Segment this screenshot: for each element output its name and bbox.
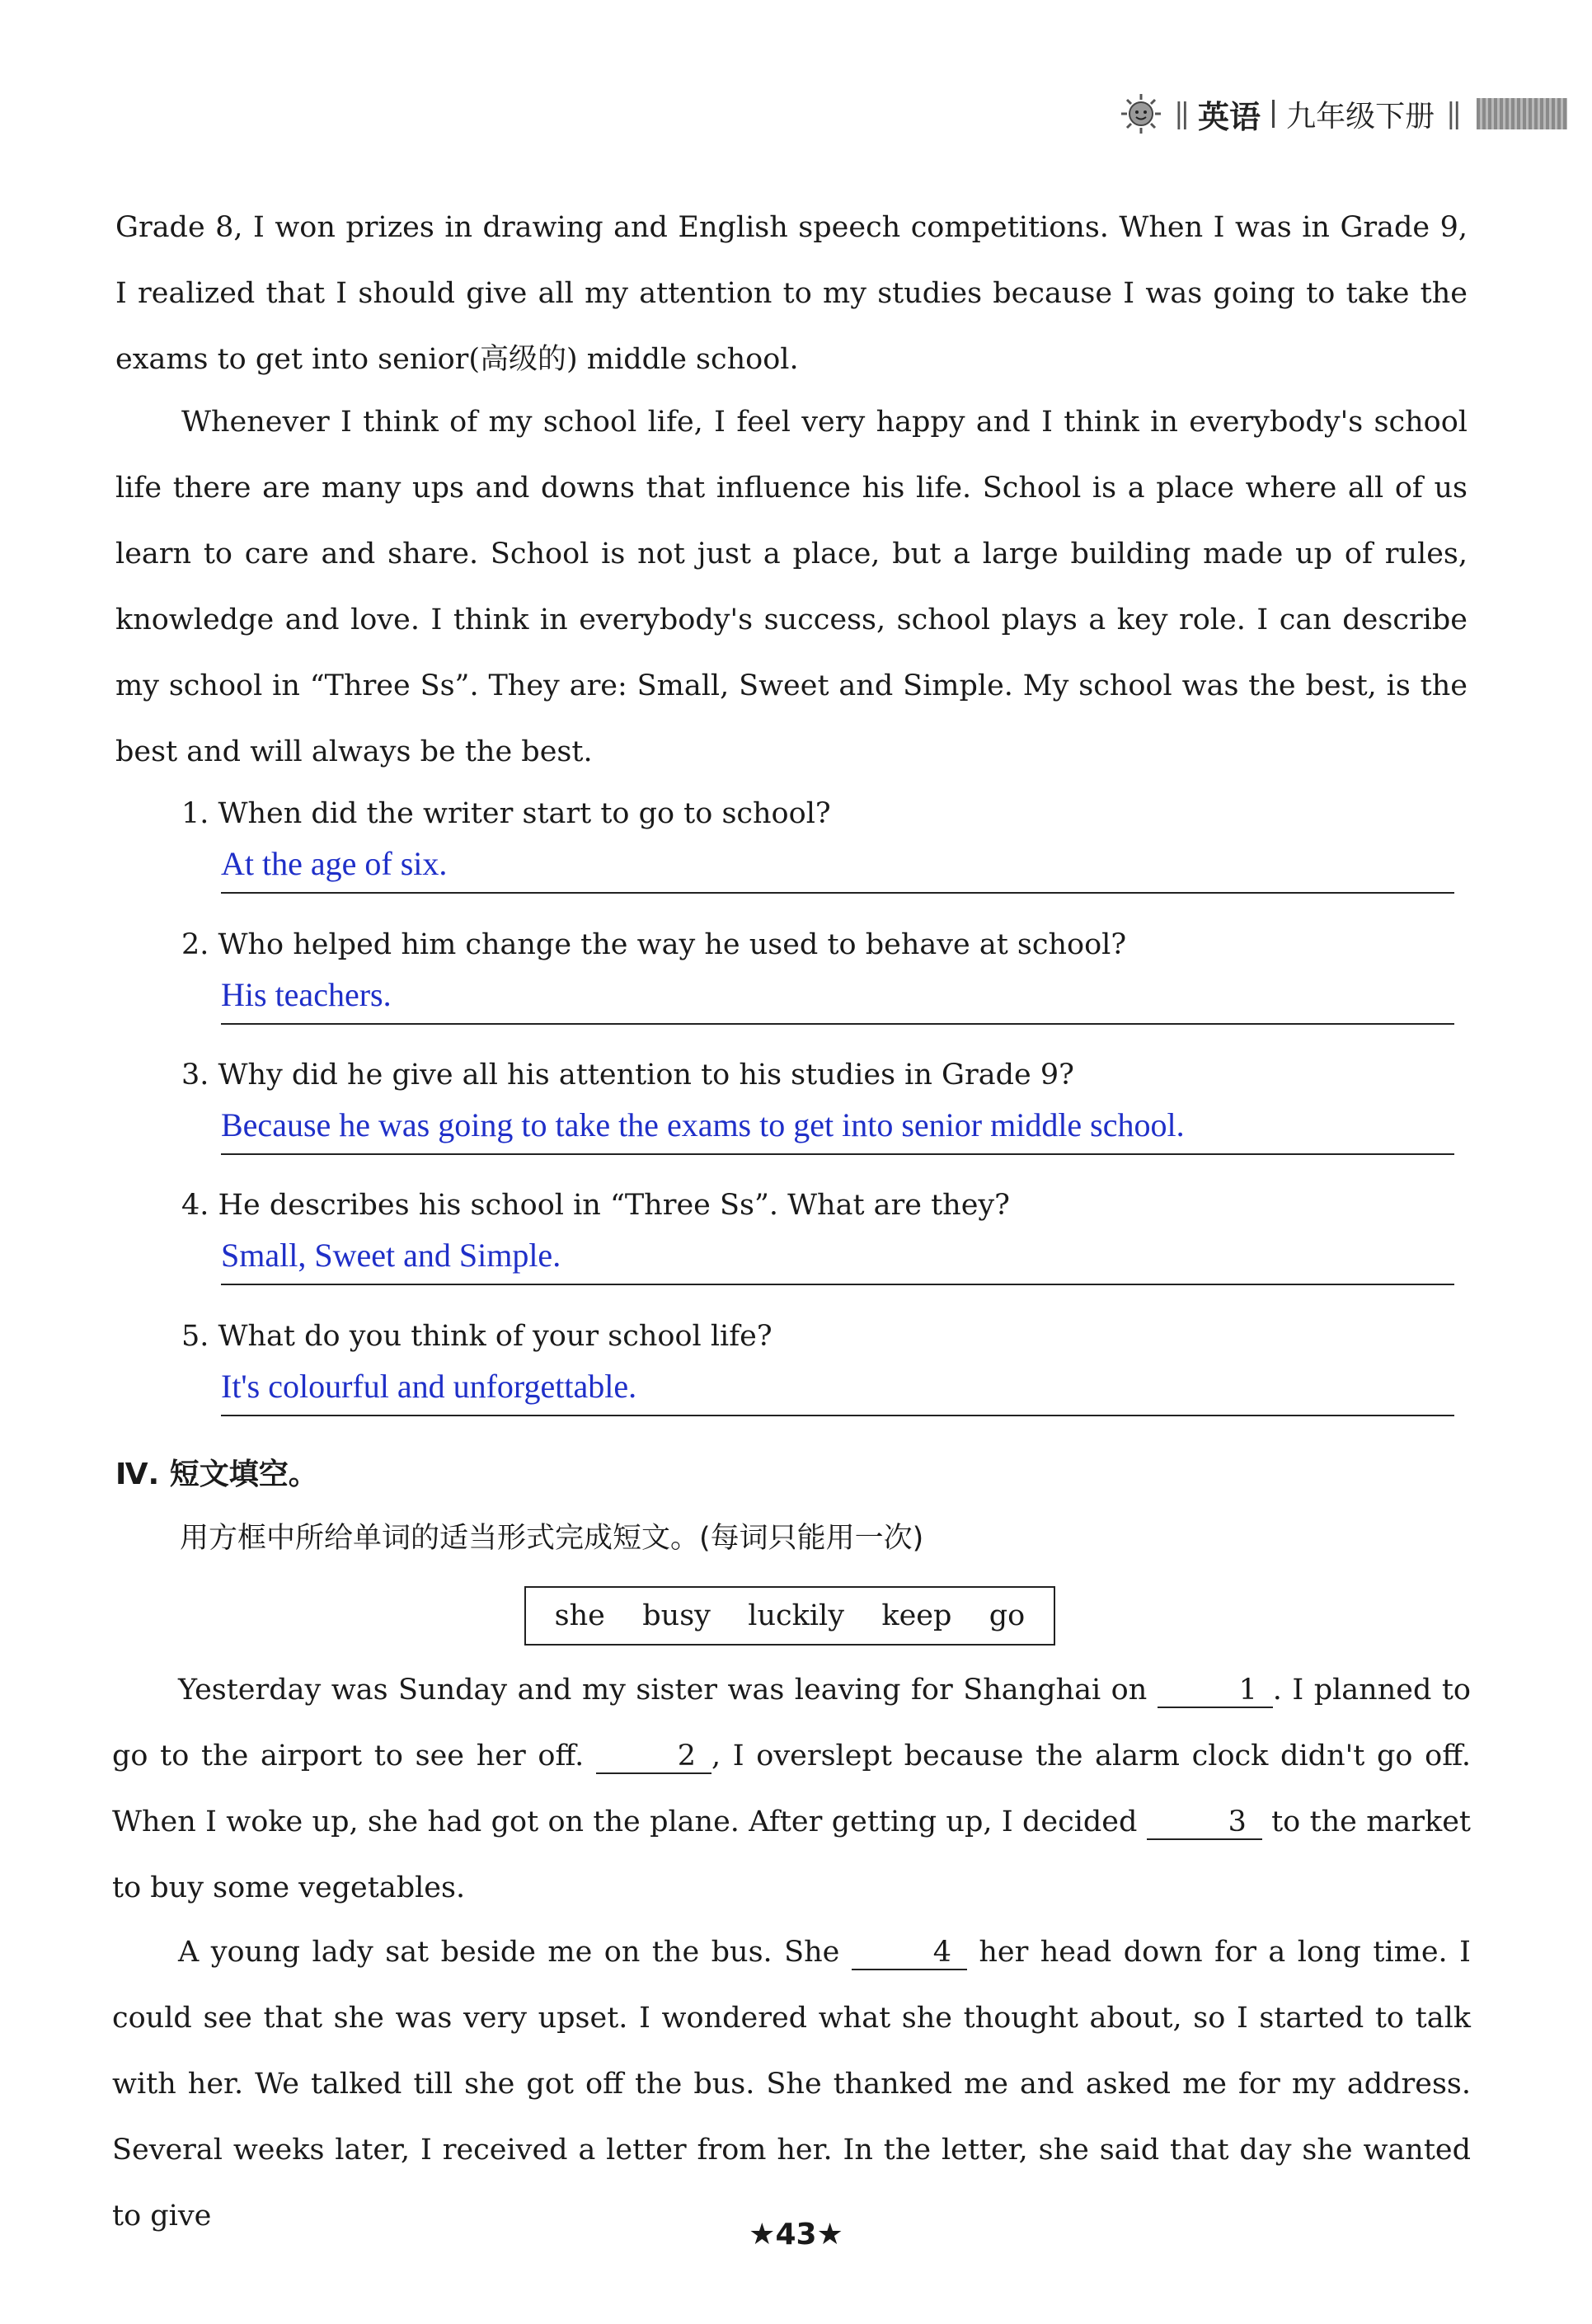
word-box-item: luckily <box>748 1599 845 1632</box>
word-box-item: she <box>554 1599 605 1632</box>
word-box-item: busy <box>642 1599 711 1632</box>
grade-label: 九年级下册 <box>1286 99 1435 134</box>
answer-3: Because he was going to take the exams to get into senior middle school. <box>221 1104 1454 1155</box>
cloze-blank-3[interactable]: 3 <box>1147 1805 1262 1840</box>
header-separator <box>1272 100 1275 128</box>
cloze-text: her head down for a long time. I could see that she was very upset. I wondered what she thought about, so I started to talk with her. We talked till she got off the bus. She thanked me and asked me for my address. Several weeks later, I received a letter from her. In the letter, she said that day she wanted to give <box>112 1936 1471 2232</box>
header-divider-bars-right: || <box>1446 97 1458 130</box>
cloze-text: , I overslept because the alarm clock didn't go off. When I woke up, she had got on the plane. After getting up, I decided <box>112 1739 1471 1838</box>
section-instruction: 用方框中所给单词的适当形式完成短文。(每词只能用一次) <box>180 1522 924 1555</box>
answer-2: His teachers. <box>221 974 1454 1025</box>
cloze-text: A young lady sat beside me on the bus. She <box>178 1936 840 1969</box>
cloze-blank-1[interactable]: 1 <box>1158 1674 1273 1708</box>
header-divider-bars: || <box>1174 97 1187 130</box>
question-3: 3. Why did he give all his attention to his studies in Grade 9? <box>181 1059 1074 1092</box>
cloze-paragraph-1 <box>112 1657 1471 1921</box>
cloze-text: . I planned to go to the airport to see her off. <box>112 1674 1471 1772</box>
page-number: ★43★ <box>749 2218 843 2251</box>
cloze-text: to the market to buy some vegetables. <box>112 1805 1471 1904</box>
passage-paragraph-1: Grade 8, I won prizes in drawing and English speech competitions. When I was in Grade 9, I realized that I should give all my attention to my studies because I was going to take the exams to get into senior(高级的) middle school. <box>115 211 1468 376</box>
cloze-blank-2[interactable]: 2 <box>596 1739 711 1774</box>
sun-logo-icon <box>1120 92 1162 135</box>
cloze-blank-4[interactable]: 4 <box>852 1936 967 1970</box>
header-decor-strip <box>1477 98 1567 129</box>
word-box-item: go <box>989 1599 1026 1632</box>
question-5: 5. What do you think of your school life? <box>181 1320 773 1353</box>
cloze-text: Yesterday was Sunday and my sister was leaving for Shanghai on <box>178 1674 1148 1707</box>
passage-paragraph-2: Whenever I think of my school life, I feel very happy and I think in everybody's school life there are many ups and downs that influence his life. School is a place where all of us learn to care and share. School is not just a place, but a large building made up of rules, knowledge and love. I think in everybody's success, school plays a key role. I can describe my school in “Three Ss”. They are: Small, Sweet and Simple. My school was the best, is the best and will always be the best. <box>115 406 1468 768</box>
question-1: 1. When did the writer start to go to school? <box>181 797 831 830</box>
answer-4: Small, Sweet and Simple. <box>221 1234 1454 1285</box>
section-title: Ⅳ. 短文填空。 <box>115 1458 318 1491</box>
answer-1: At the age of six. <box>221 843 1454 894</box>
subject-label: 英语 <box>1198 98 1261 135</box>
question-2: 2. Who helped him change the way he used to behave at school? <box>181 928 1127 961</box>
page-header <box>1120 89 1567 139</box>
answer-5: It's colourful and unforgettable. <box>221 1365 1454 1416</box>
word-box <box>524 1586 1055 1646</box>
question-4: 4. He describes his school in “Three Ss”. What are they? <box>181 1189 1010 1222</box>
cloze-paragraph-2 <box>112 1919 1471 2249</box>
word-box-item: keep <box>881 1599 952 1632</box>
